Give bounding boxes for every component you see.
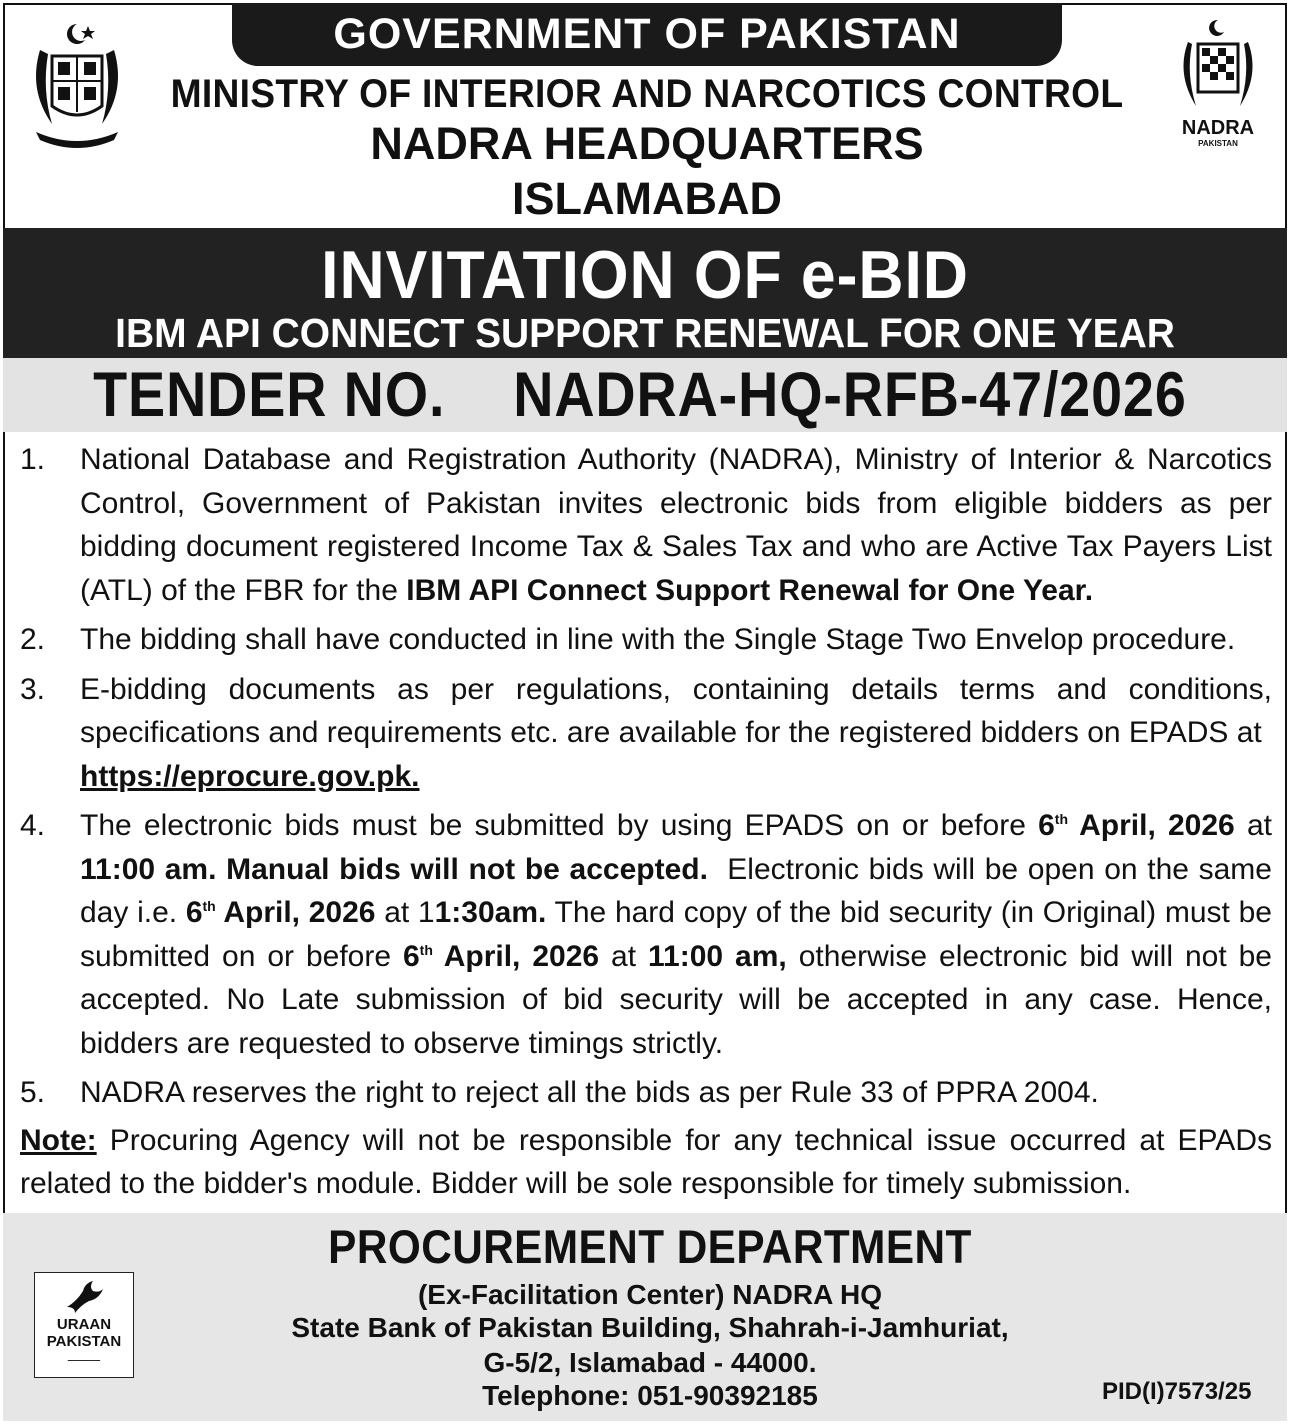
note-text: Procuring Agency will not be responsible for any technical issue occurred at EPADs related to the bidder's module. Bidder will be sole responsible for timely submission. [20, 1123, 1272, 1200]
list-item: 1. National Database and Registration Authority (NADRA), Ministry of Interior & Narcotics Control, Government of Pakistan invites electronic bids from eligible bidders as per bidding document registered Income Tax & Sales Tax and who are Active Tax Payers List (ATL) of the FBR for the IBM API Connect Support Renewal for One Year. [20, 438, 1272, 612]
notice-body [20, 438, 1272, 1206]
note-label: Note: [20, 1123, 97, 1157]
office-name: NADRA HEADQUARTERS [370, 118, 924, 169]
list-item: 3. E-bidding documents as per regulations, containing details terms and conditions, specifications and requirements etc. are available for the registered bidders on EPADS at https://eprocure.gov.pk. [20, 668, 1272, 799]
uraan-pakistan-logo [34, 1272, 134, 1378]
bird-icon [63, 1277, 105, 1317]
address-line-1: (Ex-Facilitation Center) NADRA HQ [417, 1279, 883, 1310]
government-banner: GOVERNMENT OF PAKISTAN [232, 3, 1062, 66]
urdu-tagline: ـــــــــــ [67, 1353, 101, 1364]
uraan-text: URAAN [56, 1316, 112, 1333]
item-number: 4. [20, 809, 46, 842]
subject-emphasis: IBM API Connect Support Renewal for One Year. [406, 573, 1094, 607]
list-item: 4. The electronic bids must be submitted by using EPADS on or before 6th April, 2026 at 11:00 am. Manual bids will not be accepted. Electronic bids will be open on the same day i.e. 6th April, 2026 at 11:30am. The hard copy of the bid security (in Original) must be submitted on or before 6th April, 2026 at 11:00 am, otherwise electronic bid will not be accepted. No Late submission of bid security will be accepted in any case. Hence, bidders are requested to observe timings strictly. [20, 804, 1272, 1065]
item-number: 2. [20, 623, 46, 656]
item-number: 1. [20, 443, 46, 476]
department-name: PROCUREMENT DEPARTMENT [328, 1220, 972, 1273]
footer [3, 1213, 1287, 1421]
publication-id: PID(I)7573/25 [1102, 1378, 1252, 1405]
item-number: 5. [20, 1076, 46, 1109]
tender-number-bar [3, 358, 1287, 432]
telephone: Telephone: 051-90392185 [482, 1380, 818, 1411]
city-name: ISLAMABAD [512, 173, 782, 224]
ministry-name: MINISTRY OF INTERIOR AND NARCOTICS CONTROL [170, 72, 1124, 116]
header [0, 0, 1294, 228]
deadline-emphasis: 11:00 am. Manual bids will not be accepted. [80, 852, 708, 886]
address-line-3: G-5/2, Islamabad - 44000. [483, 1347, 817, 1378]
nadra-logo-text: NADRA [1181, 117, 1255, 139]
pakistan-text: PAKISTAN [46, 1333, 122, 1350]
title-band [3, 228, 1287, 358]
list-item: 5. NADRA reserves the right to reject all the bids as per Rule 33 of PPRA 2004. [20, 1071, 1272, 1115]
notice-title: INVITATION OF e-BID [321, 237, 969, 313]
eprocure-link[interactable]: https://eprocure.gov.pk. [80, 759, 420, 793]
list-item: 2. The bidding shall have conducted in line with the Single Stage Two Envelop procedure. [20, 618, 1272, 662]
tender-label: TENDER NO. NADRA-HQ-RFB-47/2026 [93, 360, 1187, 430]
nadra-logo-subtext: PAKISTAN [1198, 139, 1238, 148]
notice-subject: IBM API CONNECT SUPPORT RENEWAL FOR ONE YEAR [115, 310, 1175, 356]
note-paragraph [20, 1119, 1272, 1206]
address-line-2: State Bank of Pakistan Building, Shahrah-i-Jamhuriat, [291, 1312, 1009, 1343]
tender-number: NADRA-HQ-RFB-47/2026 [512, 360, 1187, 430]
item-number: 3. [20, 672, 46, 706]
